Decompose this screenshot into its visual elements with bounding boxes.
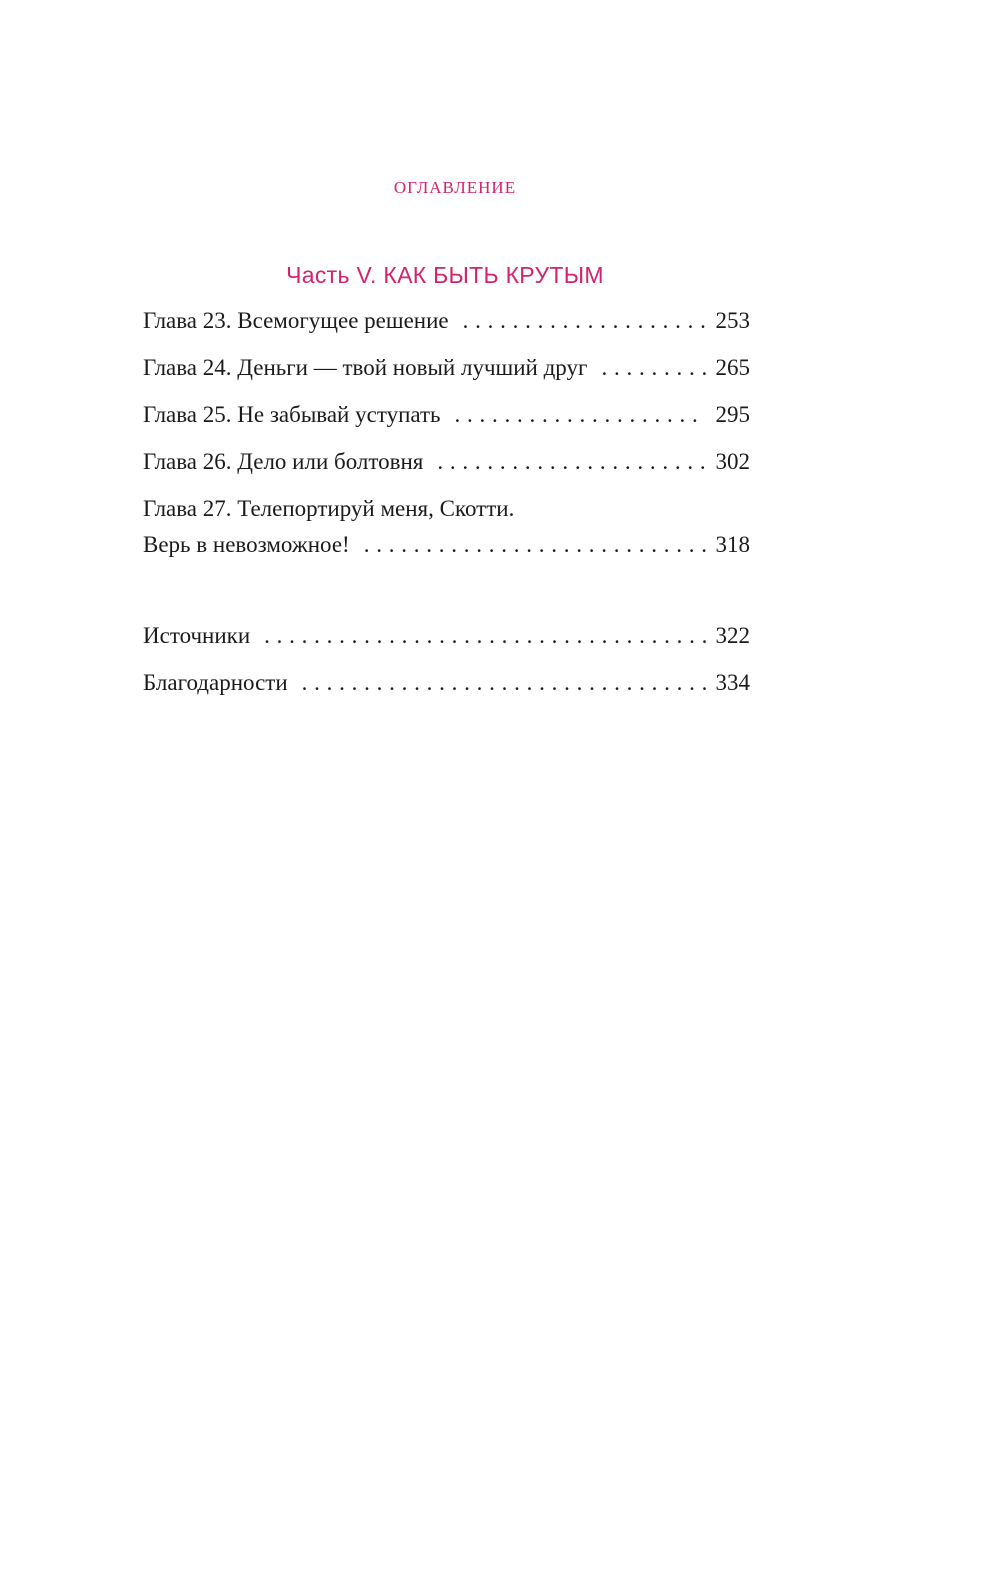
toc-entry-title: Глава 26. Дело или болтовня [143,449,424,474]
toc-entry-title: Глава 23. Всемогущее решение [143,308,449,333]
back-matter-list [143,618,750,712]
toc-entry-chapter-26[interactable] [143,444,750,480]
toc-entry-chapter-25[interactable] [143,397,750,433]
toc-entry-page-number: 265 [715,355,750,380]
toc-entry-acknowledgements[interactable] [143,665,750,701]
toc-entry-sources[interactable] [143,618,750,654]
toc-entry-chapter-23[interactable] [143,303,750,339]
dot-leader [364,527,706,563]
toc-entry-page-number: 318 [715,532,750,557]
dot-leader [437,444,705,480]
toc-entry-title: Глава 24. Деньги — твой новый лучший друг [143,355,588,380]
toc-entry-page-number: 302 [715,449,750,474]
toc-entry-title-line-2: Верь в невозможное! [143,532,350,557]
toc-entry-chapter-24[interactable] [143,350,750,386]
toc-entry-title: Глава 25. Не забывай уступать [143,402,441,427]
toc-entry-title: Благодарности [143,670,288,695]
toc-entry-page-number: 295 [715,402,750,427]
running-head: ОГЛАВЛЕНИЕ [393,178,517,197]
toc-entry-title-line-1: Глава 27. Телепортируй меня, Скотти. [143,496,515,521]
toc-entry-chapter-27[interactable] [143,491,750,563]
toc-list [143,303,750,574]
toc-entry-page-number: 322 [715,623,750,648]
dot-leader [601,350,705,386]
dot-leader [455,397,706,433]
toc-entry-page-number: 334 [715,670,750,695]
toc-entry-title: Источники [143,623,251,648]
part-title: Часть V. КАК БЫТЬ КРУТЫМ [286,262,604,288]
toc-entry-page-number: 253 [715,308,750,333]
dot-leader [463,303,706,339]
dot-leader [264,618,705,654]
dot-leader [302,665,706,701]
